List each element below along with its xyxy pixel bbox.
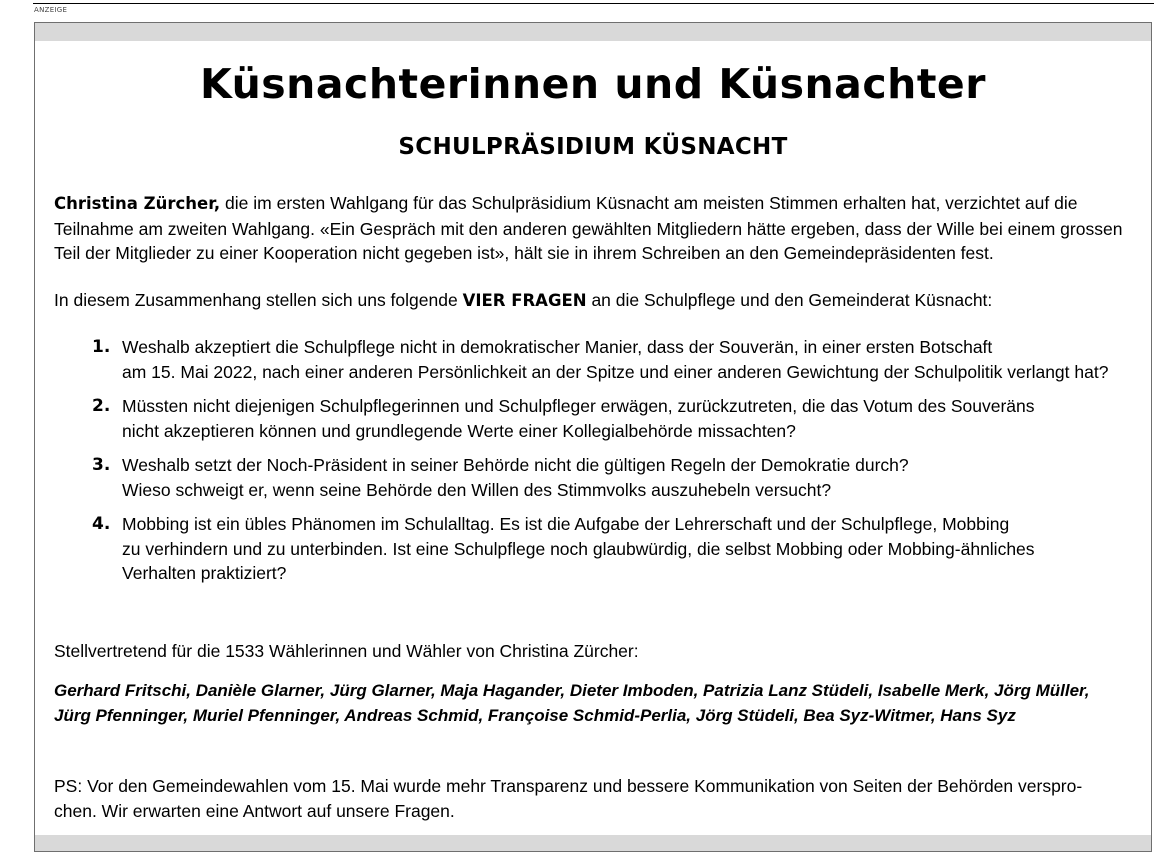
question-line: Mobbing ist ein übles Phänomen im Schulalltag. Es ist die Aufgabe der Lehrerschaft und der Schulpflege, Mobbing — [122, 514, 1010, 534]
signatories-line: Jürg Pfenninger, Muriel Pfenninger, Andreas Schmid, Françoise Schmid-Perlia, Jörg Stüdeli, Bea Syz-Witmer, Hans Syz — [54, 705, 1016, 725]
question-line: Wieso schweigt er, wenn seine Behörde den Willen des Stimmvolks auszuhebeln versucht? — [122, 479, 832, 500]
bottom-gray-band — [35, 835, 1151, 851]
question-item — [92, 512, 1142, 586]
top-rule — [33, 3, 1154, 4]
postscript — [54, 774, 1134, 823]
question-number: 4. — [92, 514, 111, 534]
postscript-line: chen. Wir erwarten eine Antwort auf unsere Fragen. — [54, 800, 455, 821]
signatories — [54, 679, 1134, 728]
question-line: am 15. Mai 2022, nach einer anderen Persönlichkeit an der Spitze und einer anderen Gewichtung der Schulpolitik verlangt hat? — [122, 361, 1109, 382]
advertisement-box — [34, 22, 1152, 852]
intro-paragraph — [54, 191, 1134, 266]
question-number: 1. — [92, 337, 111, 357]
representative-statement: Stellvertretend für die 1533 Wählerinnen und Wähler von Christina Zürcher: — [54, 641, 639, 661]
subheadline: SCHULPRÄSIDIUM KÜSNACHT — [398, 134, 788, 160]
questions-intro-after: an die Schulpflege und den Gemeinderat Küsnacht: — [586, 290, 993, 310]
question-line: Verhalten praktiziert? — [122, 563, 287, 583]
question-list — [92, 335, 1142, 596]
question-line: Weshalb setzt der Noch-Präsident in seiner Behörde nicht die gültigen Regeln der Demokratie durch? — [122, 455, 909, 475]
candidate-name: Christina Zürcher, — [54, 194, 221, 213]
vier-fragen-emphasis: VIER FRAGEN — [462, 291, 587, 310]
question-line: zu verhindern und zu unterbinden. Ist eine Schulpflege noch glaubwürdig, die selbst Mobbing oder Mobbing-ähnliches — [122, 538, 1035, 559]
question-number: 2. — [92, 396, 111, 416]
questions-intro-before: In diesem Zusammenhang stellen sich uns folgende — [54, 290, 463, 310]
postscript-line: PS: Vor den Gemeindewahlen vom 15. Mai wurde mehr Transparenz und bessere Kommunikation von Seiten der Behörden verspro- — [54, 776, 1083, 796]
question-number: 3. — [92, 455, 111, 475]
question-item — [92, 453, 1142, 502]
question-item — [92, 335, 1142, 384]
headline: Küsnachterinnen und Küsnachter — [200, 60, 986, 108]
top-gray-band — [35, 23, 1151, 41]
question-line: nicht akzeptieren können und grundlegende Werte einer Kollegialbehörde missachten? — [122, 420, 796, 441]
intro-text: die im ersten Wahlgang für das Schulpräsidium Küsnacht am meisten Stimmen erhalten hat, verzichtet auf die Teilnahme am zweiten Wahlgang. «Ein Gespräch mit den anderen gewählten Mitgliedern hätte ergeben, dass der Wille bei einem grossen Teil der Mitglieder zu einer Kooperation nicht gegeben ist», hält sie in ihrem Schreiben an den Gemeindepräsidenten fest. — [54, 193, 1123, 263]
ad-label: ANZEIGE — [34, 6, 68, 14]
question-item — [92, 394, 1142, 443]
question-line: Weshalb akzeptiert die Schulpflege nicht in demokratischer Manier, dass der Souverän, in einer ersten Botschaft — [122, 337, 993, 357]
questions-intro — [54, 288, 1134, 314]
question-line: Müssten nicht diejenigen Schulpflegerinnen und Schulpfleger erwägen, zurückzutreten, die das Votum des Souveräns — [122, 396, 1035, 416]
signatories-line: Gerhard Fritschi, Danièle Glarner, Jürg Glarner, Maja Hagander, Dieter Imboden, Patrizia Lanz Stüdeli, Isabelle Merk, Jörg Müller, — [54, 681, 1090, 700]
